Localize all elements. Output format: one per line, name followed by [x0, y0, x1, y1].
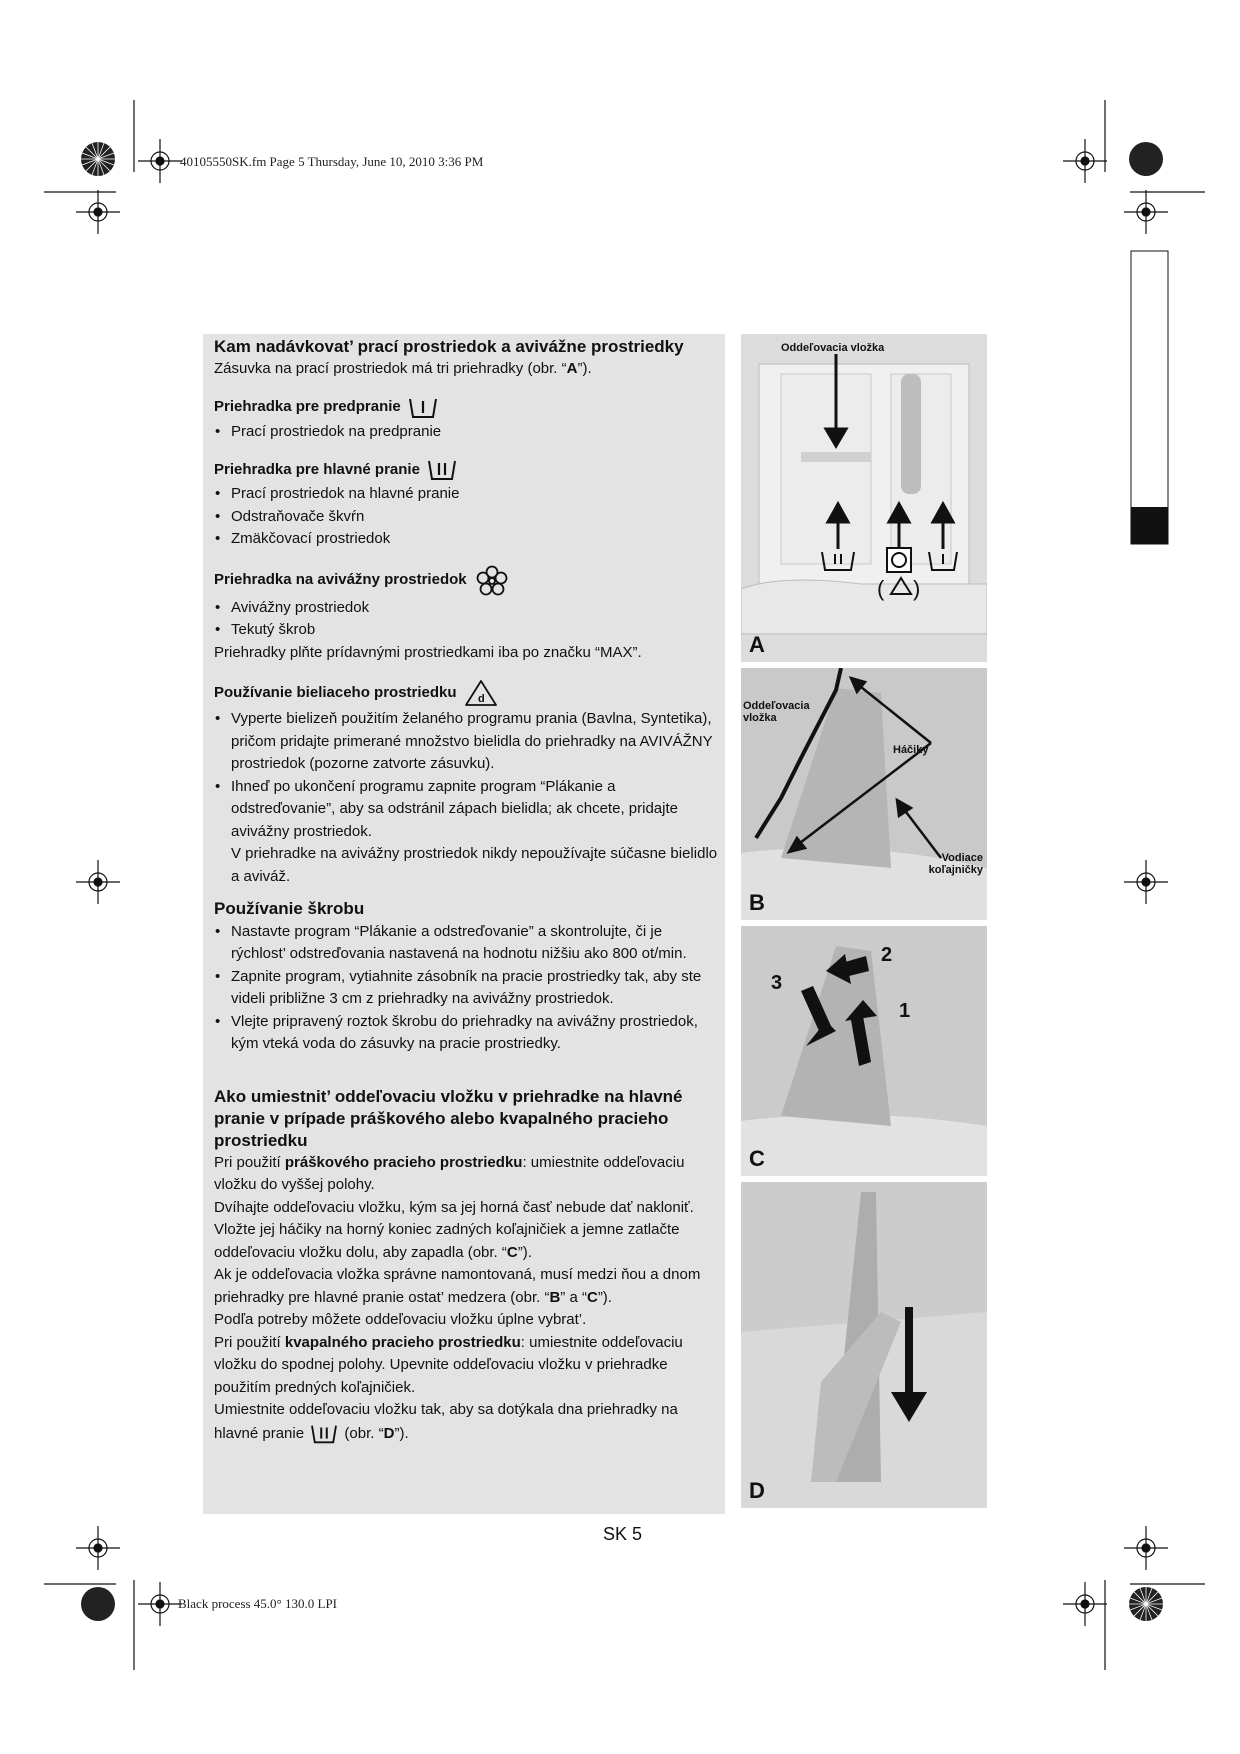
- mainwash-tub-icon: [426, 457, 458, 483]
- figure-c-letter: C: [749, 1146, 765, 1171]
- figure-a-letter: A: [749, 632, 765, 657]
- prewash-heading: Priehradka pre predpranie: [214, 395, 719, 421]
- svg-text:): ): [913, 576, 921, 601]
- list-item: • Zmäkčovací prostriedok: [214, 528, 719, 551]
- section-title-starch: Používanie škrobu: [214, 899, 365, 918]
- header-slug: 40105550SK.fm Page 5 Thursday, June 10, 2010 3:36 PM: [180, 154, 484, 169]
- figure-c-drawing: [741, 926, 987, 1176]
- list-item: • Prací prostriedok na predpranie: [214, 421, 719, 444]
- figure-c: [741, 926, 987, 1176]
- figure-c-step-1: 1: [899, 1000, 911, 1022]
- language-tab: [1131, 251, 1168, 544]
- svg-text:d: d: [477, 693, 485, 705]
- svg-text:(: (: [877, 576, 885, 601]
- list-item: • Odstraňovače škvŕn: [214, 506, 719, 529]
- list-item: • Zapnite program, vytiahnite zásobník na pracie prostriedky tak, aby ste videli približne 3 cm z priehradky na avivážny prostriedok.: [214, 966, 719, 1011]
- insert-para-4: Podľa potreby môžete oddeľovaciu vložku úplne vybrat’.: [214, 1311, 587, 1328]
- figure-b-label-insert: Oddeľovacia vložka: [743, 700, 810, 724]
- list-item: • Vyperte bielizeň použitím želaného programu prania (Bavlna, Syntetika), pričom pridajte primerané množstvo bielidla do priehradky na AVIVÁŽNY prostriedok (pozorne zatvorte zásuvku).: [214, 708, 719, 776]
- figure-c-step-2: 2: [881, 944, 893, 966]
- softener-note: Priehradky plňte prídavnými prostriedkami iba po značku “MAX”.: [214, 643, 642, 661]
- section-title-dosing: Kam nadávkovat’ prací prostriedok a avivážne prostriedky: [214, 337, 684, 356]
- list-item: • Nastavte program “Plákanie a odstreďovanie” a skontrolujte, či je rýchlost’ odstreďovania nastavená na hodnotu nižšiu ako 800 ot/min.: [214, 921, 719, 966]
- mainwash-list: [214, 483, 719, 551]
- figure-b-label-rails: Vodiace koľajničky: [928, 852, 983, 876]
- softener-heading: Priehradka na avivážny prostriedok: [214, 565, 719, 597]
- insert-para-6: Umiestnite oddeľovaciu vložku tak, aby sa dotýkala dna priehradky na hlavné pranie (obr. “D”).: [214, 1399, 719, 1446]
- figure-a-drawing: [741, 334, 987, 662]
- insert-para-2: Dvíhajte oddeľovaciu vložku, kým sa jej horná časť nebude dať nakloniť. Vložte jej háčiky na horný koniec zadných koľajničiek a jemne zatlačte oddeľovaciu vložku dolu, aby zapadla (obr. “C”).: [214, 1198, 694, 1261]
- mainwash-tub-icon: [308, 1422, 340, 1446]
- bleach-list: [214, 708, 719, 888]
- section-title-insert: Ako umiestnit’ oddeľovaciu vložku v priehradke na hlavné pranie v prípade práškového alebo kvapalného pracieho prostriedku: [214, 1086, 683, 1150]
- insert-para-5: Pri použití kvapalného pracieho prostriedku: umiestnite oddeľovaciu vložku do spodnej polohy. Upevnite oddeľovaciu vložku v priehradke použitím predných koľajničiek.: [214, 1333, 683, 1396]
- figure-c-step-3: 3: [771, 972, 783, 994]
- list-item: • Avivážny prostriedok: [214, 597, 719, 620]
- flower-icon: [473, 565, 511, 597]
- figure-d-drawing: [741, 1182, 987, 1508]
- list-item: • Vlejte pripravený roztok škrobu do priehradky na avivážny prostriedok, kým vteká voda do zásuvky na pracie prostriedky.: [214, 1011, 719, 1056]
- figure-a-label: Oddeľovacia vložka: [781, 342, 885, 354]
- figure-b-letter: B: [749, 890, 765, 915]
- list-item: • Ihneď po ukončení programu zapnite program “Plákanie a odstreďovanie”, aby sa odstránil zápach bielidla; ak chcete, pridajte avivážny prostriedok. V priehradke na avivážny prostriedok nikdy nepoužívajte súčasne bielidlo a aviváž.: [214, 776, 719, 889]
- footer-slug: Black process 45.0° 130.0 LPI: [178, 1596, 338, 1611]
- list-item: • Prací prostriedok na hlavné pranie: [214, 483, 719, 506]
- mainwash-heading: Priehradka pre hlavné pranie: [214, 457, 719, 483]
- softener-list: [214, 597, 719, 642]
- prewash-list: [214, 421, 719, 444]
- intro-text: Zásuvka na prací prostriedok má tri priehradky (obr. “A”).: [214, 360, 592, 377]
- main-text-column: [214, 336, 719, 1446]
- figure-b: [741, 668, 987, 920]
- figure-a: [741, 334, 987, 662]
- starch-list: [214, 921, 719, 1056]
- page-number: SK 5: [603, 1524, 643, 1544]
- prewash-tub-icon: [407, 395, 439, 421]
- figure-d-letter: D: [749, 1478, 765, 1503]
- bleach-triangle-icon: [463, 678, 499, 708]
- bleach-heading: Používanie bieliaceho prostriedku d: [214, 678, 719, 708]
- list-item: • Tekutý škrob: [214, 619, 719, 642]
- bleach-warning: V priehradke na avivážny prostriedok nikdy nepoužívajte súčasne bielidlo a aviváž.: [231, 845, 718, 885]
- figure-b-label-hooks: Háčiky: [893, 744, 929, 756]
- insert-para-3: Ak je oddeľovacia vložka správne namontovaná, musí medzi ňou a dnom priehradky pre hlavné pranie ostat’ medzera (obr. “B” a “C”).: [214, 1266, 701, 1306]
- insert-para-1: Pri použití práškového pracieho prostriedku: umiestnite oddeľovaciu vložku do vyššej polohy.: [214, 1153, 685, 1193]
- figure-d: [741, 1182, 987, 1508]
